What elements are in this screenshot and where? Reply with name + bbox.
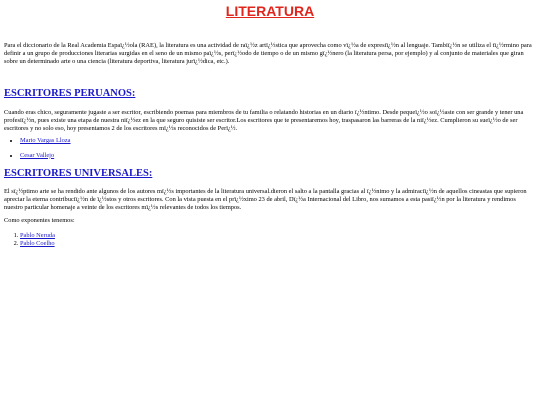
writer-link-neruda[interactable]: Pablo Neruda [20,232,55,239]
heading-peruvian-writers: ESCRITORES PERUANOS: [4,88,136,99]
universal-paragraph: El sï¿½ptimo arte se ha rendido ante algunos de los autores mï¿½s importantes de la literatura universal.dieron el salto a la pantalla gracias al ï¿½nimo y la admiraciï¿½n de aquellos cineastas que supieron apreciar la eterna contribuciï¿½n de ï¿½stos y otros escritores. Con la vista puesta en el prï¿½ximo 23 de abril, Dï¿½a Internacional del Libro, nos sumamos a esta pasiï¿½n por la literatura y rendimos nuestro particular homenaje a veinte de los escritores mï¿½s relevantes de todos los tiempos. [4,188,527,211]
peruvian-writers-list [20,137,71,166]
list-item [20,137,71,145]
page-title: LITERATURA [225,3,315,19]
list-item [20,152,71,160]
writer-link-vargas-llosa[interactable]: Mario Vargas Lloza [20,137,71,144]
peruvian-paragraph: Cuando eras chico, seguramente jugaste a ser escritor, escribiendo poemas para miembros de tu familia o relatando historias en un diario ï¿½ntimo. Desde pequeï¿½o soï¿½aste con ser grande y tener una profesiï¿½n, pues existe una etapa de nuestra niï¿½ez en la que seguro quisiste ser escritor.Los escritores que te presentaremos hoy, traspasaron las barreras de la niï¿½ez. Cumplieron su sueï¿½o de ser escritores y no solo eso, hoy presentamos 2 de los escritores mï¿½s reconocidos de Perï¿½. [4,109,524,132]
exponents-label: Como exponentes tenemos: [4,217,75,224]
list-item [20,232,55,240]
writer-link-vallejo[interactable]: Cesar Vallejo [20,151,55,159]
list-item [20,240,55,248]
writer-link-coelho[interactable]: Pablo Coelho [20,239,55,247]
intro-paragraph: Para el diccionario de la Real Academia Espaï¿½ola (RAE), la literatura es una actividad de raï¿½z artï¿½stica que aprovecha como vï¿½a de expresiï¿½n al lenguaje. Tambiï¿½n se utiliza el tï¿½rmino para definir a un grupo de producciones literarias surgidas en el seno de un mismo paï¿½s, perï¿½odo de tiempo o de un mismo gï¿½nero (la literatura persa, por ejemplo) y al conjunto de materiales que giran sobre un determinado arte o una ciencia (literatura deportiva, literatura jurï¿½dica, etc.). [4,42,532,65]
heading-universal-writers: ESCRITORES UNIVERSALES: [4,168,153,179]
universal-writers-list [20,232,55,247]
